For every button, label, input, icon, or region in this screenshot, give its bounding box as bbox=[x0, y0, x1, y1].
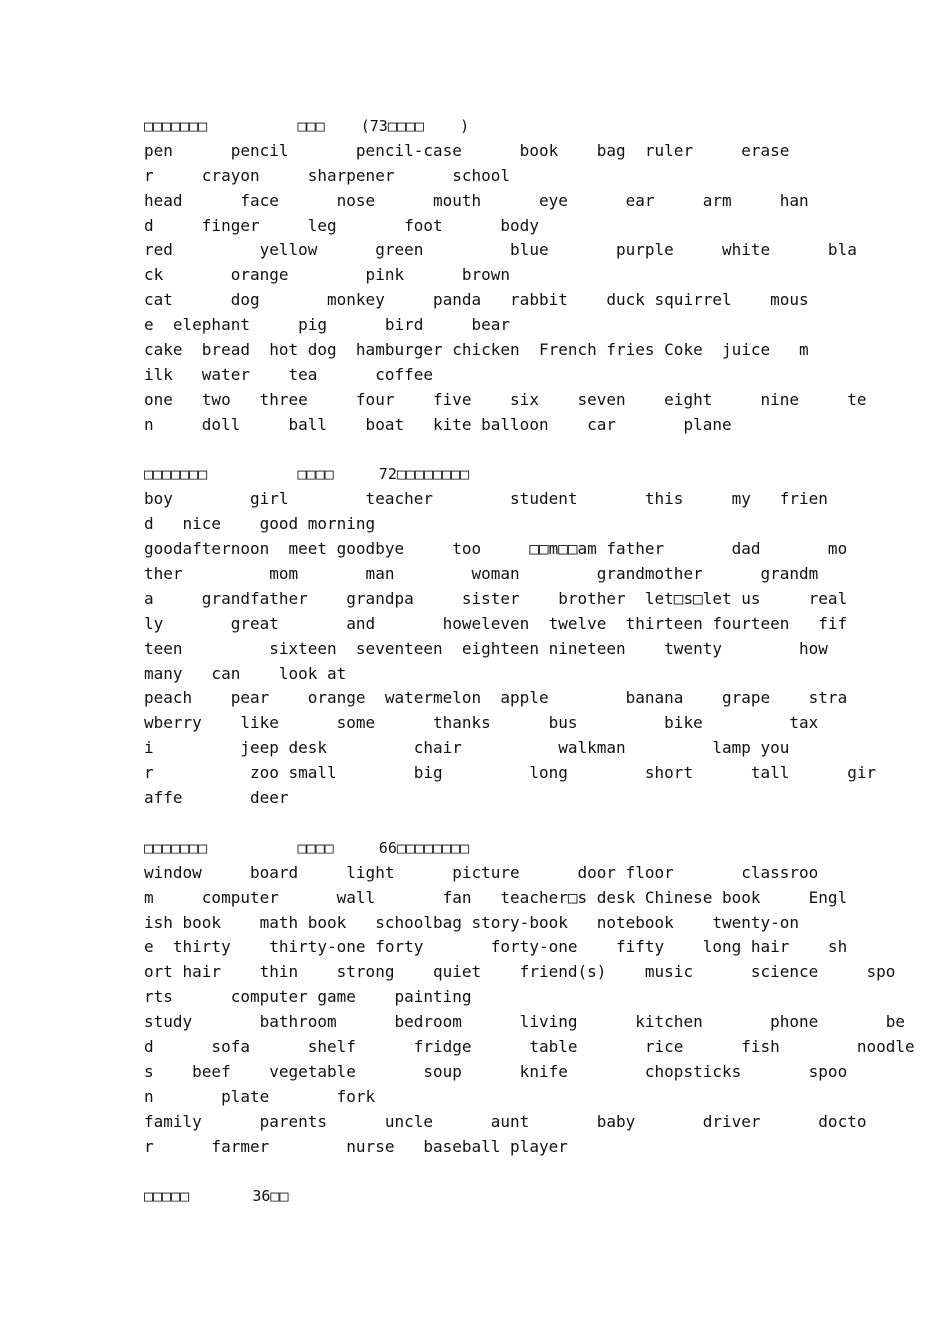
text-line: ort hair thin strong quiet friend(s) music science spo bbox=[144, 962, 896, 982]
text-line: pen pencil pencil-case book bag ruler erase bbox=[144, 140, 790, 160]
text-line: r crayon sharpener school bbox=[144, 165, 511, 185]
text-line: r farmer nurse baseball player bbox=[144, 1136, 568, 1156]
text-line: window board light picture door floor classroo bbox=[144, 862, 819, 882]
text-line: boy girl teacher student this my frien bbox=[144, 489, 828, 509]
text-line: ther mom man woman grandmother grandm bbox=[144, 564, 819, 584]
text-line: wberry like some thanks bus bike tax bbox=[144, 713, 819, 733]
text-line: cat dog monkey panda rabbit duck squirrel mous bbox=[144, 290, 809, 310]
text-line: n doll ball boat kite balloon car plane bbox=[144, 414, 732, 434]
text-line: m computer wall fan teacher□s desk Chinese book Engl bbox=[144, 887, 848, 907]
text-line: d finger leg foot body bbox=[144, 215, 539, 235]
text-line: i jeep desk chair walkman lamp you bbox=[144, 738, 790, 758]
text-line: a grandfather grandpa sister brother let□s□let us real bbox=[144, 588, 848, 608]
text-line: red yellow green blue purple white bla bbox=[144, 240, 857, 260]
text-line: affe deer bbox=[144, 788, 289, 808]
text-line: study bathroom bedroom living kitchen phone be bbox=[144, 1012, 905, 1032]
section-heading: □□□□□□□ □□□□ 72□□□□□□□□ bbox=[144, 465, 470, 484]
text-line: rts computer game painting bbox=[144, 987, 472, 1007]
section-heading: □□□□□ 36□□ bbox=[144, 1187, 289, 1206]
text-line: head face nose mouth eye ear arm han bbox=[144, 190, 809, 210]
text-line: cake bread hot dog hamburger chicken French fries Coke juice m bbox=[144, 340, 809, 360]
text-line: e thirty thirty-one forty forty-one fifty long hair sh bbox=[144, 937, 848, 957]
text-line: d sofa shelf fridge table rice fish noodle bbox=[144, 1036, 915, 1056]
text-line: d nice good morning bbox=[144, 514, 376, 534]
text-line: teen sixteen seventeen eighteen nineteen twenty how bbox=[144, 638, 828, 658]
text-line: peach pear orange watermelon apple banana grape stra bbox=[144, 688, 848, 708]
text-line: one two three four five six seven eight nine te bbox=[144, 389, 867, 409]
section-4 bbox=[144, 1184, 808, 1209]
text-line: goodafternoon meet goodbye too □□m□□am father dad mo bbox=[144, 539, 848, 559]
text-line: ish book math book schoolbag story-book notebook twenty-on bbox=[144, 912, 800, 932]
document-page bbox=[144, 114, 915, 1234]
section-heading: □□□□□□□ □□□□ 66□□□□□□□□ bbox=[144, 838, 470, 857]
text-line: s beef vegetable soup knife chopsticks spoo bbox=[144, 1061, 848, 1081]
text-line: ck orange pink brown bbox=[144, 265, 511, 285]
section-1 bbox=[144, 114, 867, 438]
text-line: many can look at bbox=[144, 663, 347, 683]
text-line: n plate fork bbox=[144, 1086, 376, 1106]
section-2 bbox=[144, 462, 877, 810]
text-line: family parents uncle aunt baby driver docto bbox=[144, 1111, 867, 1131]
text-line: ilk water tea coffee bbox=[144, 364, 433, 384]
section-3 bbox=[144, 836, 915, 1160]
text-line: ly great and howeleven twelve thirteen fourteen fif bbox=[144, 613, 848, 633]
section-heading: □□□□□□□ □□□ (73□□□□ ) bbox=[144, 117, 470, 135]
text-line: e elephant pig bird bear bbox=[144, 315, 511, 335]
text-line: r zoo small big long short tall gir bbox=[144, 763, 877, 783]
